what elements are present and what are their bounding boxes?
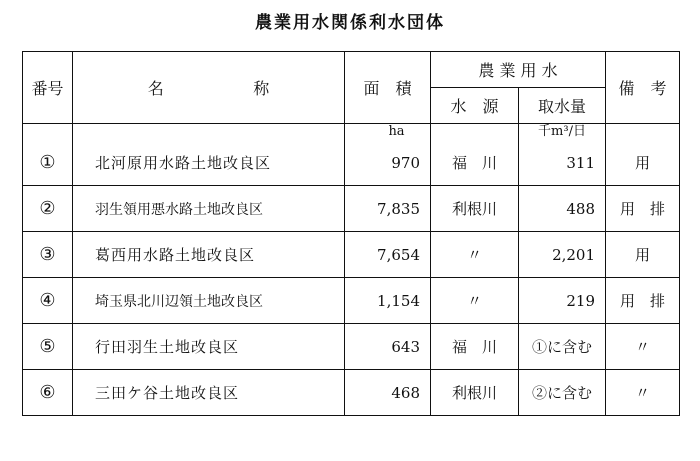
row-source: 利根川	[431, 370, 519, 416]
row-name: 北河原用水路土地改良区	[73, 140, 345, 186]
header-name-left: 名	[147, 79, 164, 98]
row-area: 1,154	[345, 278, 431, 324]
row-name: 羽生領用悪水路土地改良区	[73, 186, 345, 232]
row-name: 行田羽生土地改良区	[73, 324, 345, 370]
row-intake: 2,201	[519, 232, 606, 278]
row-number: ⑥	[23, 370, 73, 416]
table-row	[23, 324, 680, 370]
water-groups-table	[22, 51, 680, 416]
row-source: 〃	[431, 232, 519, 278]
row-number: ④	[23, 278, 73, 324]
row-name: 三田ケ谷土地改良区	[73, 370, 345, 416]
row-remarks: 用	[606, 232, 680, 278]
row-source: 〃	[431, 278, 519, 324]
row-source: 利根川	[431, 186, 519, 232]
unit-intake: 千m³/日	[519, 124, 606, 141]
row-area: 468	[345, 370, 431, 416]
header-number: 番号	[23, 52, 73, 124]
table-row	[23, 140, 680, 186]
header-agri-water: 農 業 用 水	[431, 52, 606, 88]
page-title: 農業用水関係利水団体	[255, 13, 445, 33]
row-remarks: 〃	[606, 324, 680, 370]
row-area: 7,654	[345, 232, 431, 278]
table-row	[23, 278, 680, 324]
table-row	[23, 186, 680, 232]
header-intake: 取水量	[519, 88, 606, 124]
table-row	[23, 370, 680, 416]
row-source: 福 川	[431, 140, 519, 186]
row-remarks: 用	[606, 140, 680, 186]
header-area: 面 積	[345, 52, 431, 124]
row-name: 葛西用水路土地改良区	[73, 232, 345, 278]
table-row	[23, 232, 680, 278]
row-remarks: 用 排	[606, 278, 680, 324]
header-name	[73, 52, 345, 124]
row-number: ②	[23, 186, 73, 232]
units-row	[23, 124, 680, 141]
row-number: ⑤	[23, 324, 73, 370]
row-intake: ①に含む	[519, 324, 606, 370]
row-name: 埼玉県北川辺領土地改良区	[73, 278, 345, 324]
row-intake: ②に含む	[519, 370, 606, 416]
row-area: 970	[345, 140, 431, 186]
row-number: ③	[23, 232, 73, 278]
header-name-right: 称	[253, 79, 270, 98]
row-intake: 311	[519, 140, 606, 186]
row-intake: 219	[519, 278, 606, 324]
row-source: 福 川	[431, 324, 519, 370]
header-source: 水 源	[431, 88, 519, 124]
row-intake: 488	[519, 186, 606, 232]
row-number: ①	[23, 140, 73, 186]
row-area: 643	[345, 324, 431, 370]
header-row-1	[23, 52, 680, 88]
row-remarks: 用 排	[606, 186, 680, 232]
row-remarks: 〃	[606, 370, 680, 416]
header-remarks: 備 考	[606, 52, 680, 124]
row-area: 7,835	[345, 186, 431, 232]
unit-area: ha	[345, 124, 431, 141]
